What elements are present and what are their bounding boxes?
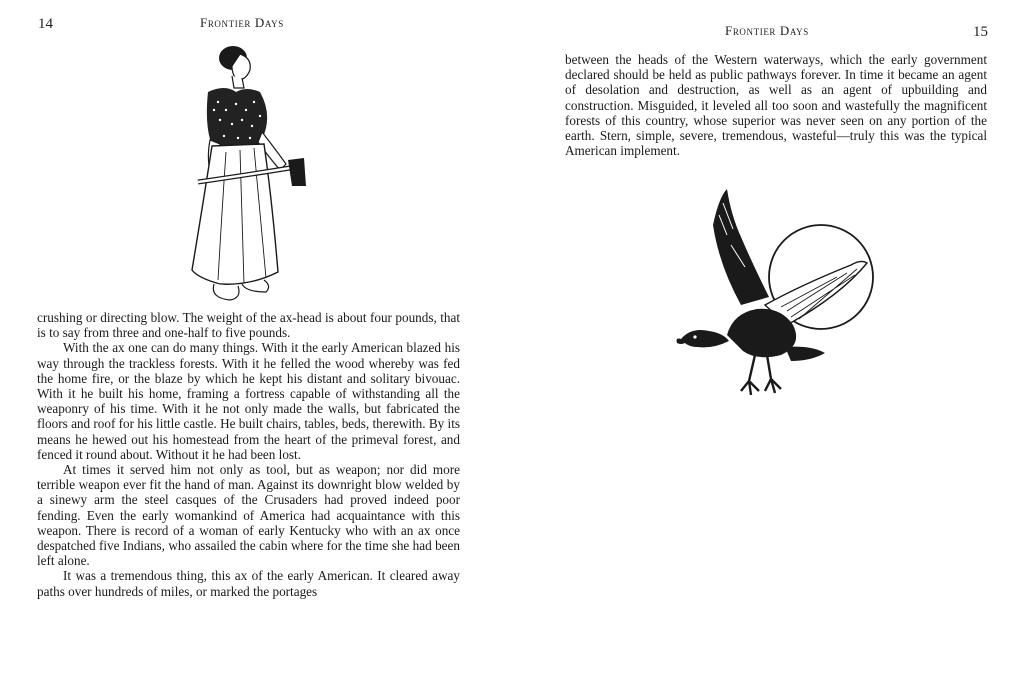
running-head: Frontier Days xyxy=(200,15,284,30)
left-page xyxy=(0,0,511,690)
running-head: Frontier Days xyxy=(725,23,809,38)
right-page xyxy=(511,0,1023,690)
woman-with-ax-illustration xyxy=(180,40,310,305)
right-body-text xyxy=(565,52,987,158)
paragraph: It was a tremendous thing, this ax of the early American. It cleared away paths over hundreds of miles, or marked the portages xyxy=(37,568,460,599)
paragraph: With the ax one can do many things. With it the early American blazed his way through the trackless forests. With it he felled the wood whereby was fed the home fire, or the blaze by which he kept his distant and solitary bivouac. With it he built his home, framing a fortress capable of withstanding all the weaponry of his time. With it he not only made the walls, but fabricated the floors and roof for his little castle. He built chairs, tables, beds, therewith. By its means he hewed out his homestead from the heart of the primeval forest, and fenced it round about. Without it he had been lost. xyxy=(37,340,461,462)
page-number: 15 xyxy=(973,24,988,40)
paragraph: between the heads of the Western waterways, which the early government declared should be held as public pathways forever. In time it became an agent of desolation and destruction, as well as an agent of upbuilding and construction. Misguided, it leveled all too soon and wastefully the magnificent forests of this country, whose superior was never seen on any portion of the earth. Stern, simple, severe, tremendous, wasteful—truly this was the typical American implement. xyxy=(565,52,987,159)
left-body-text xyxy=(37,310,460,599)
paragraph: At times it served him not only as tool, but as weapon; nor did more terrible weapon ever fit the hand of man. Against its downright blow welded by a sinewy arm the steel casques of the Crusaders had proved indeed poor fending. Even the early womankind of America had acquaintance with this weapon. There is record of a woman of early Kentucky who with an ax once despatched five Indians, who assailed the cabin where for the time she had been left alone. xyxy=(37,462,460,569)
page-number: 14 xyxy=(38,16,53,32)
paragraph: crushing or directing blow. The weight of the ax-head is about four pounds, that is to say from three and one-half to five pounds. xyxy=(37,310,460,341)
eagle-and-sun-illustration xyxy=(661,185,881,415)
